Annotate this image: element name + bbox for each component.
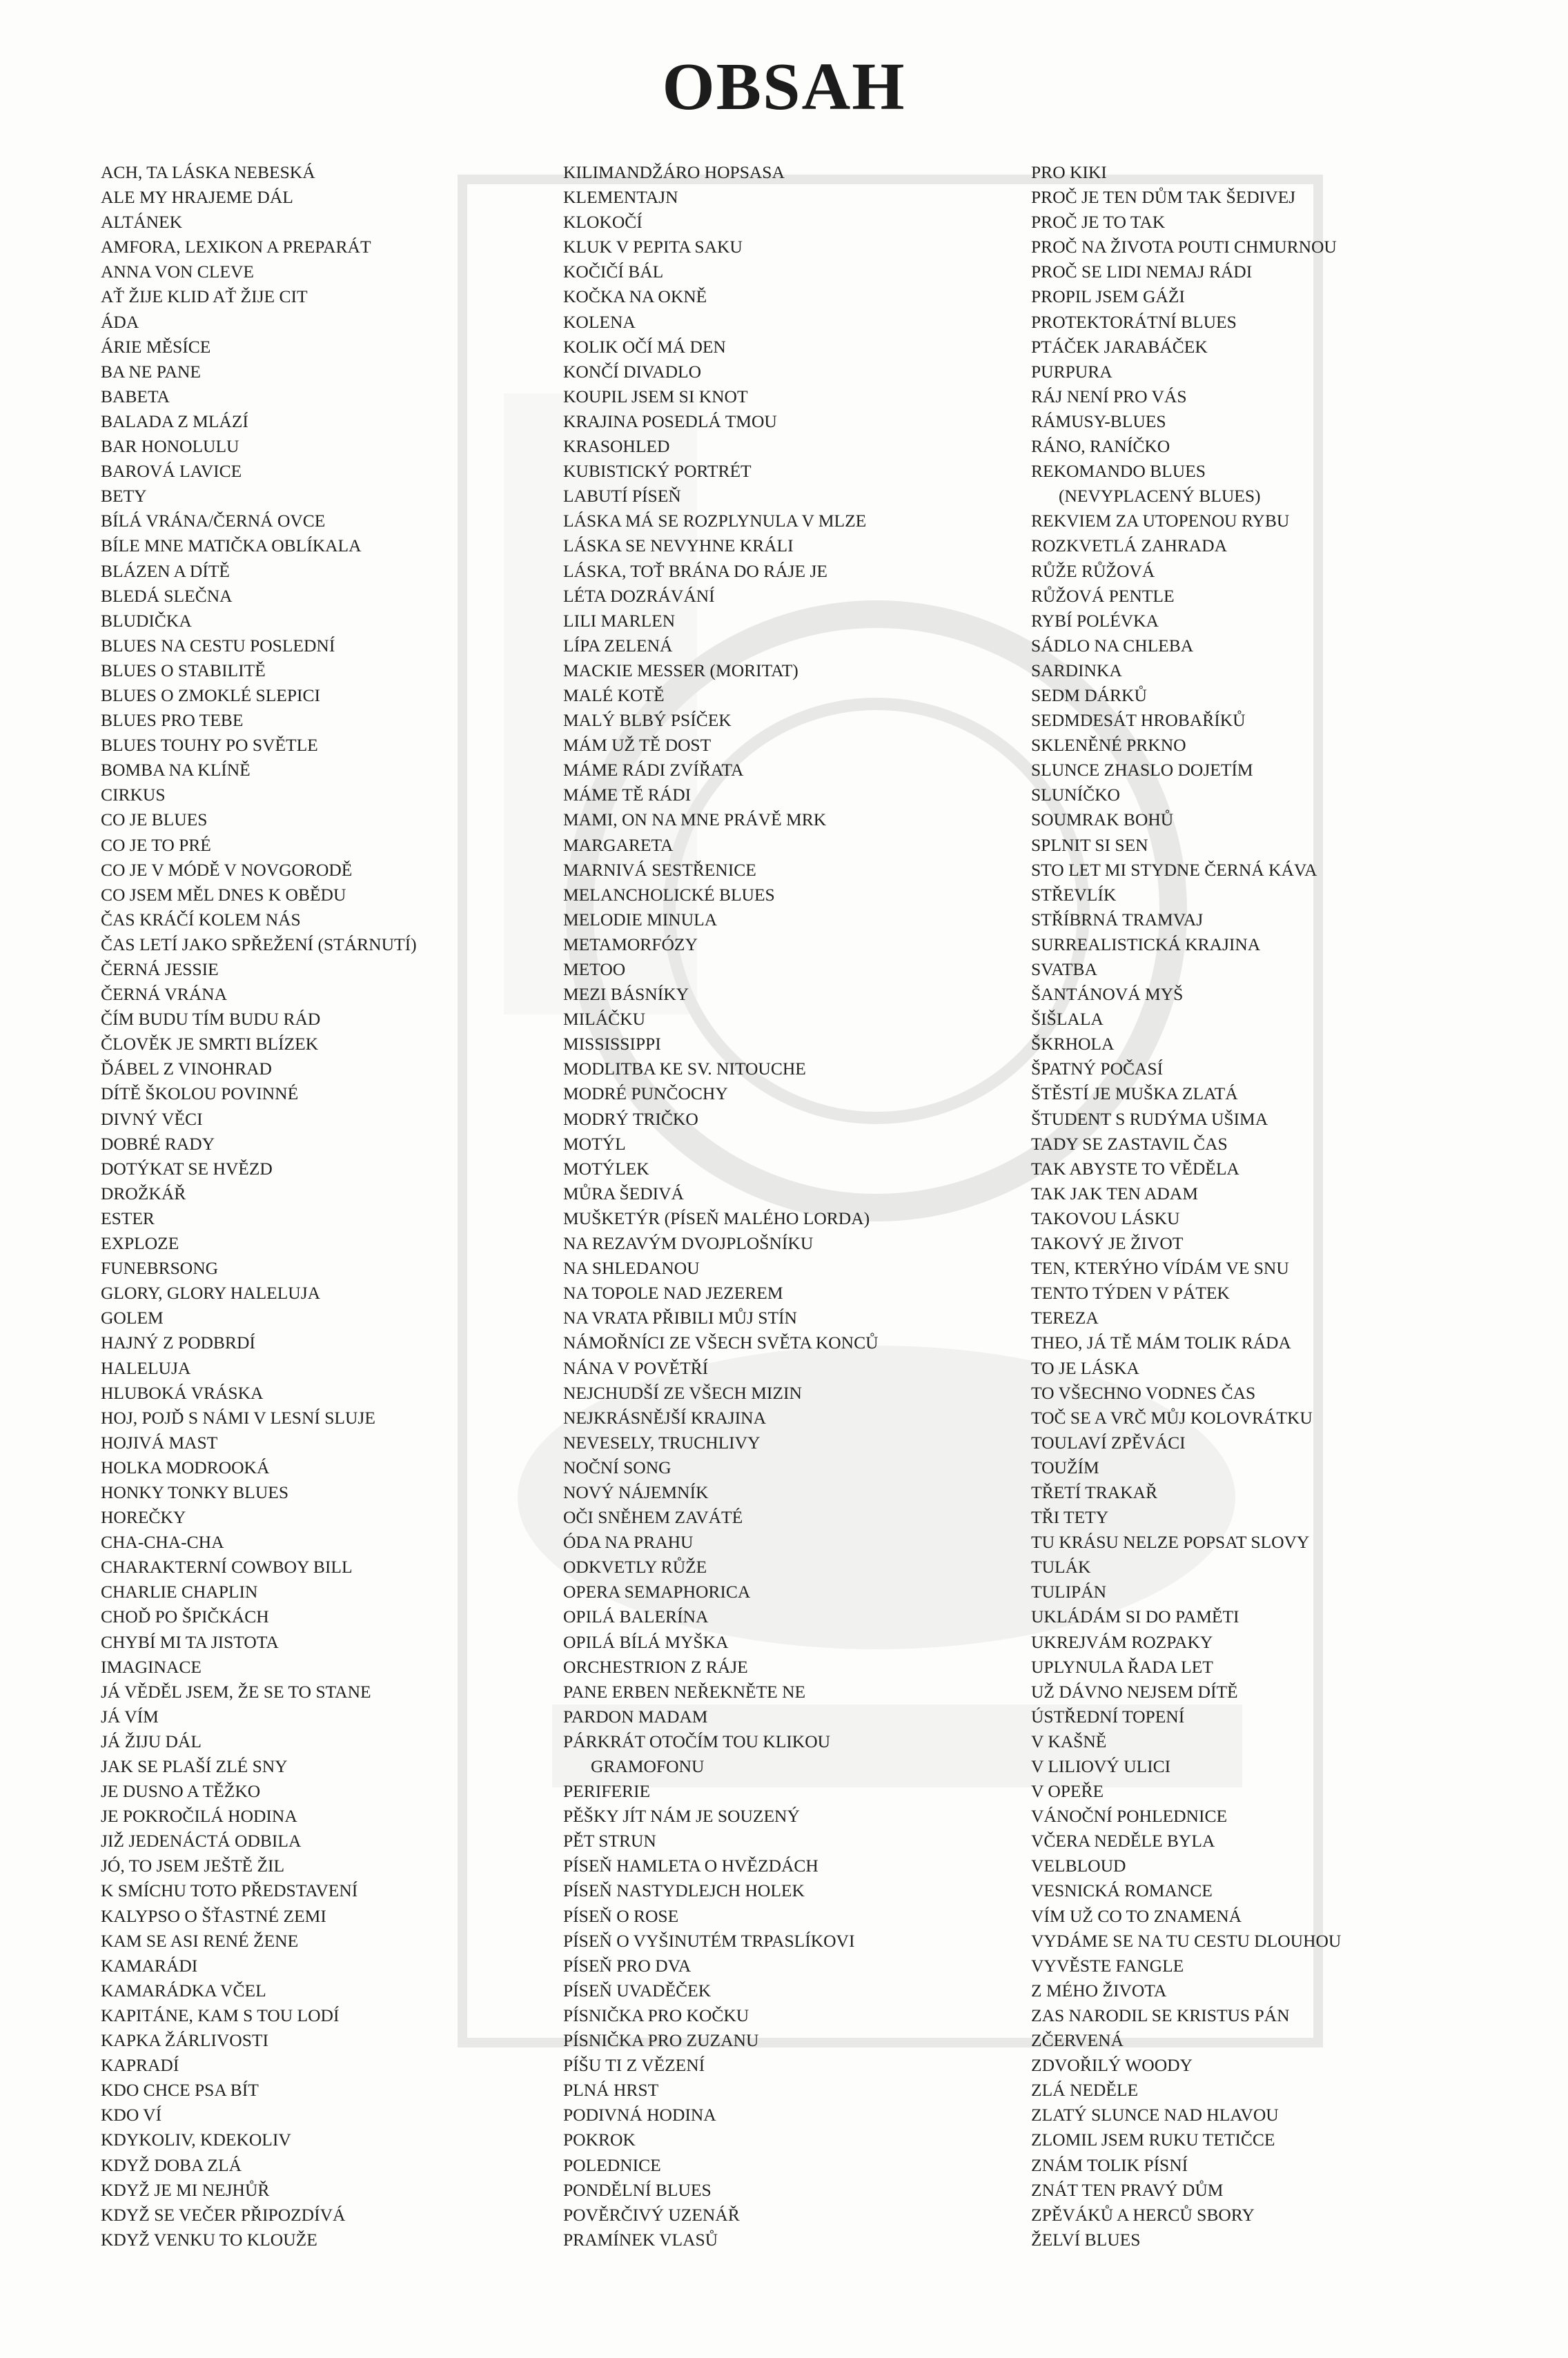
toc-entry: NEVESELY, TRUCHLIVY bbox=[563, 1432, 761, 1453]
toc-entry: ZPĚVÁKŮ A HERCŮ SBORY bbox=[1031, 2204, 1255, 2225]
toc-entry: HALELUJA bbox=[101, 1357, 191, 1378]
toc-entry: MODRÝ TRIČKO bbox=[563, 1108, 698, 1129]
toc-entry: METAMORFÓZY bbox=[563, 934, 698, 954]
toc-entry: SARDINKA bbox=[1031, 660, 1122, 680]
toc-entry: STŘEVLÍK bbox=[1031, 884, 1117, 905]
toc-entry: MELANCHOLICKÉ BLUES bbox=[563, 884, 775, 905]
toc-entry: PERIFERIE bbox=[563, 1781, 651, 1802]
toc-entry: BÍLE MNE MATIČKA OBLÍKALA bbox=[101, 536, 362, 556]
toc-entry: UPLYNULA ŘADA LET bbox=[1031, 1656, 1213, 1677]
toc-entry: ČLOVĚK JE SMRTI BLÍZEK bbox=[101, 1034, 319, 1054]
toc-entry: ZNÁM TOLIK PÍSNÍ bbox=[1031, 2154, 1188, 2175]
toc-entry: PROČ SE LIDI NEMAJ RÁDI bbox=[1031, 262, 1253, 282]
toc-entry: KAPKA ŽÁRLIVOSTI bbox=[101, 2030, 268, 2051]
toc-entry: ŠPATNÝ POČASÍ bbox=[1031, 1059, 1164, 1079]
toc-entry: ESTER bbox=[101, 1208, 155, 1228]
toc-entry: KOUPIL JSEM SI KNOT bbox=[563, 386, 748, 406]
toc-entry: TU KRÁSU NELZE POPSAT SLOVY bbox=[1031, 1532, 1310, 1553]
toc-entry: NEJCHUDŠÍ ZE VŠECH MIZIN bbox=[563, 1382, 802, 1403]
toc-entry: VYDÁME SE NA TU CESTU DLOUHOU bbox=[1031, 1930, 1342, 1951]
toc-entry: ZDVOŘILÝ WOODY bbox=[1031, 2055, 1193, 2076]
toc-entry: ODKVETLY RŮŽE bbox=[563, 1557, 707, 1578]
toc-entry: SVATBA bbox=[1031, 959, 1097, 979]
toc-entry: KDYŽ VENKU TO KLOUŽE bbox=[101, 2229, 317, 2250]
toc-column-2 bbox=[563, 160, 879, 2252]
toc-entry: HOJ, POJĎ S NÁMI V LESNÍ SLUJE bbox=[101, 1407, 375, 1428]
toc-entry: JÁ ŽIJU DÁL bbox=[101, 1731, 202, 1751]
toc-entry: PARDON MADAM bbox=[563, 1706, 708, 1727]
toc-entry: RÁJ NENÍ PRO VÁS bbox=[1031, 386, 1187, 406]
toc-entry: MISSISSIPPI bbox=[563, 1034, 661, 1054]
toc-entry: JAK SE PLAŠÍ ZLÉ SNY bbox=[101, 1756, 288, 1776]
toc-entry: TO JE LÁSKA bbox=[1031, 1357, 1139, 1378]
toc-entry: TULIPÁN bbox=[1031, 1582, 1107, 1602]
toc-entry: PÍSEŇ O VYŠINUTÉM TRPASLÍKOVI bbox=[563, 1930, 855, 1951]
toc-entry: PLNÁ HRST bbox=[563, 2080, 659, 2101]
toc-entry: TENTO TÝDEN V PÁTEK bbox=[1031, 1283, 1230, 1304]
toc-entry: PÍSEŇ UVADĚČEK bbox=[563, 1980, 712, 2001]
toc-entry: RŮŽE RŮŽOVÁ bbox=[1031, 560, 1155, 581]
toc-entry: NEJKRÁSNĚJŠÍ KRAJINA bbox=[563, 1407, 766, 1428]
toc-entry: KAM SE ASI RENÉ ŽENE bbox=[101, 1930, 299, 1951]
toc-entry: HLUBOKÁ VRÁSKA bbox=[101, 1382, 264, 1403]
toc-entry: (NEVYPLACENÝ BLUES) bbox=[1059, 486, 1261, 507]
toc-entry: GLORY, GLORY HALELUJA bbox=[101, 1283, 321, 1304]
toc-entry: KLEMENTAJN bbox=[563, 187, 678, 208]
toc-entry: HOLKA MODROOKÁ bbox=[101, 1457, 270, 1477]
toc-entry: MUŠKETÝR (PÍSEŇ MALÉHO LORDA) bbox=[563, 1208, 870, 1228]
toc-entry: ZLATÝ SLUNCE NAD HLAVOU bbox=[1031, 2105, 1279, 2125]
toc-entry: DOTÝKAT SE HVĚZD bbox=[101, 1158, 273, 1179]
toc-entry: VELBLOUD bbox=[1031, 1856, 1126, 1876]
toc-entry: KOLIK OČÍ MÁ DEN bbox=[563, 336, 726, 357]
toc-entry: LÉTA DOZRÁVÁNÍ bbox=[563, 585, 715, 606]
toc-entry: MOTÝL bbox=[563, 1133, 626, 1154]
toc-entry: NA REZAVÝM DVOJPLOŠNÍKU bbox=[563, 1233, 814, 1254]
toc-entry: ŠTĚSTÍ JE MUŠKA ZLATÁ bbox=[1031, 1083, 1238, 1104]
toc-entry: CO JSEM MĚL DNES K OBĚDU bbox=[101, 884, 346, 905]
toc-entry: TŘI TETY bbox=[1031, 1507, 1109, 1528]
toc-entry: JIŽ JEDENÁCTÁ ODBILA bbox=[101, 1831, 302, 1851]
toc-entry: KDYŽ JE MI NEJHŮŘ bbox=[101, 2179, 270, 2200]
toc-entry: SÁDLO NA CHLEBA bbox=[1031, 635, 1194, 656]
toc-entry: BLUES PRO TEBE bbox=[101, 710, 244, 731]
toc-entry: UKREJVÁM ROZPAKY bbox=[1031, 1631, 1213, 1652]
toc-entry: HONKY TONKY BLUES bbox=[101, 1482, 289, 1502]
toc-entry: METOO bbox=[563, 959, 626, 979]
toc-entry: ZLOMIL JSEM RUKU TETIČCE bbox=[1031, 2130, 1275, 2150]
toc-entry: KRASOHLED bbox=[563, 436, 670, 457]
toc-entry: POVĚRČIVÝ UZENÁŘ bbox=[563, 2204, 740, 2225]
toc-entry: PROČ JE TO TAK bbox=[1031, 212, 1166, 233]
toc-entry: BAR HONOLULU bbox=[101, 436, 239, 457]
toc-entry: PONDĚLNÍ BLUES bbox=[563, 2179, 712, 2200]
toc-entry: ŠKRHOLA bbox=[1031, 1034, 1115, 1054]
toc-entry: BETY bbox=[101, 486, 147, 507]
toc-entry: NA SHLEDANOU bbox=[563, 1258, 700, 1279]
toc-entry: ÁDA bbox=[101, 311, 139, 332]
toc-entry: RÁNO, RANÍČKO bbox=[1031, 436, 1170, 457]
toc-entry: VČERA NEDĚLE BYLA bbox=[1031, 1831, 1215, 1851]
toc-entry: ZNÁT TEN PRAVÝ DŮM bbox=[1031, 2179, 1224, 2200]
toc-entry: TEN, KTERÝHO VÍDÁM VE SNU bbox=[1031, 1258, 1289, 1279]
toc-entry: POLEDNICE bbox=[563, 2154, 661, 2175]
toc-entry: PROPIL JSEM GÁŽI bbox=[1031, 286, 1185, 307]
toc-entry: MÁME RÁDI ZVÍŘATA bbox=[563, 760, 744, 780]
toc-entry: BLUES TOUHY PO SVĚTLE bbox=[101, 735, 318, 756]
toc-entry: PÍSEŇ HAMLETA O HVĚZDÁCH bbox=[563, 1856, 819, 1876]
toc-entry: KALYPSO O ŠŤASTNÉ ZEMI bbox=[101, 1905, 326, 1926]
toc-entry: SEDMDESÁT HROBAŘÍKŮ bbox=[1031, 710, 1246, 731]
toc-entry: TO VŠECHNO VODNES ČAS bbox=[1031, 1382, 1256, 1403]
toc-entry: PTÁČEK JARABÁČEK bbox=[1031, 336, 1208, 357]
toc-entry: PANE ERBEN NEŘEKNĚTE NE bbox=[563, 1681, 806, 1702]
toc-entry: SEDM DÁRKŮ bbox=[1031, 685, 1147, 705]
toc-entry: EXPLOZE bbox=[101, 1233, 179, 1254]
toc-entry: K SMÍCHU TOTO PŘEDSTAVENÍ bbox=[101, 1880, 358, 1901]
toc-entry: UKLÁDÁM SI DO PAMĚTI bbox=[1031, 1607, 1239, 1627]
toc-entry: CIRKUS bbox=[101, 785, 166, 805]
toc-entry: MODRÉ PUNČOCHY bbox=[563, 1083, 728, 1104]
toc-entry: RÁMUSY-BLUES bbox=[1031, 411, 1166, 431]
toc-entry: JE DUSNO A TĚŽKO bbox=[101, 1781, 261, 1802]
toc-entry: PROČ NA ŽIVOTA POUTI CHMURNOU bbox=[1031, 237, 1337, 257]
toc-entry: KAPRADÍ bbox=[101, 2055, 179, 2076]
toc-entry: PÍSEŇ NASTYDLEJCH HOLEK bbox=[563, 1880, 805, 1901]
toc-entry: AMFORA, LEXIKON A PREPARÁT bbox=[101, 237, 371, 257]
toc-entry: KLUK V PEPITA SAKU bbox=[563, 237, 743, 257]
toc-entry: SLUNCE ZHASLO DOJETÍM bbox=[1031, 760, 1253, 780]
toc-entry: CHYBÍ MI TA JISTOTA bbox=[101, 1631, 279, 1652]
toc-entry: KONČÍ DIVADLO bbox=[563, 361, 701, 382]
toc-entry: TŘETÍ TRAKAŘ bbox=[1031, 1482, 1157, 1502]
toc-entry: ČÍM BUDU TÍM BUDU RÁD bbox=[101, 1009, 321, 1030]
toc-entry: ŠTUDENT S RUDÝMA UŠIMA bbox=[1031, 1108, 1268, 1129]
toc-entry: MALÝ BLBÝ PSÍČEK bbox=[563, 710, 732, 731]
toc-entry: TADY SE ZASTAVIL ČAS bbox=[1031, 1133, 1228, 1154]
toc-entry: CO JE V MÓDĚ V NOVGORODĚ bbox=[101, 859, 353, 880]
toc-entry: LABUTÍ PÍSEŇ bbox=[563, 486, 681, 507]
toc-entry: REKVIEM ZA UTOPENOU RYBU bbox=[1031, 511, 1290, 531]
toc-column-3 bbox=[1031, 160, 1341, 2252]
toc-entry: ČERNÁ VRÁNA bbox=[101, 984, 228, 1005]
toc-entry: CO JE BLUES bbox=[101, 809, 208, 830]
toc-entry: PÍSNIČKA PRO KOČKU bbox=[563, 2005, 749, 2025]
toc-entry: JÓ, TO JSEM JEŠTĚ ŽIL bbox=[101, 1856, 285, 1876]
toc-entry: NA TOPOLE NAD JEZEREM bbox=[563, 1283, 783, 1304]
toc-entry: ĎÁBEL Z VINOHRAD bbox=[101, 1059, 272, 1079]
toc-entry: BALADA Z MLÁZÍ bbox=[101, 411, 248, 431]
toc-entry: PĚT STRUN bbox=[563, 1831, 656, 1851]
toc-entry: VYVĚSTE FANGLE bbox=[1031, 1955, 1184, 1976]
toc-entry: BLUES O ZMOKLÉ SLEPICI bbox=[101, 685, 321, 705]
toc-entry: KDYŽ SE VEČER PŘIPOZDÍVÁ bbox=[101, 2204, 346, 2225]
toc-entry: KOLENA bbox=[563, 311, 636, 332]
toc-entry: NOČNÍ SONG bbox=[563, 1457, 672, 1477]
toc-entry: ÁRIE MĚSÍCE bbox=[101, 336, 211, 357]
toc-entry: ČERNÁ JESSIE bbox=[101, 959, 219, 979]
toc-entry: ČAS LETÍ JAKO SPŘEŽENÍ (STÁRNUTÍ) bbox=[101, 934, 417, 954]
toc-entry: GOLEM bbox=[101, 1308, 164, 1328]
toc-entry: TAK JAK TEN ADAM bbox=[1031, 1183, 1198, 1203]
toc-entry: MILÁČKU bbox=[563, 1009, 645, 1030]
toc-entry: TAK ABYSTE TO VĚDĚLA bbox=[1031, 1158, 1239, 1179]
toc-entry: KDYKOLIV, KDEKOLIV bbox=[101, 2130, 291, 2150]
toc-entry: TEREZA bbox=[1031, 1308, 1099, 1328]
toc-entry: CO JE TO PRÉ bbox=[101, 834, 211, 855]
toc-entry: KLOKOČÍ bbox=[563, 212, 643, 233]
toc-entry: ZAS NARODIL SE KRISTUS PÁN bbox=[1031, 2005, 1290, 2025]
toc-entry: TOUŽÍM bbox=[1031, 1457, 1099, 1477]
toc-entry: LÁSKA, TOŤ BRÁNA DO RÁJE JE bbox=[563, 560, 828, 581]
toc-column-1 bbox=[101, 160, 417, 2252]
toc-entry: KOČIČÍ BÁL bbox=[563, 262, 664, 282]
toc-entry: PÍSEŇ PRO DVA bbox=[563, 1955, 692, 1976]
toc-entry: STŘÍBRNÁ TRAMVAJ bbox=[1031, 909, 1204, 930]
toc-entry: LILI MARLEN bbox=[563, 610, 676, 631]
toc-entry: LÁSKA SE NEVYHNE KRÁLI bbox=[563, 536, 794, 556]
toc-entry: MŮRA ŠEDIVÁ bbox=[563, 1183, 684, 1203]
toc-entry: PRAMÍNEK VLASŮ bbox=[563, 2229, 718, 2250]
toc-entry: VÁNOČNÍ POHLEDNICE bbox=[1031, 1806, 1228, 1827]
toc-entry: PĚŠKY JÍT NÁM JE SOUZENÝ bbox=[563, 1806, 800, 1827]
toc-entry: MACKIE MESSER (MORITAT) bbox=[563, 660, 798, 680]
toc-entry: SURREALISTICKÁ KRAJINA bbox=[1031, 934, 1261, 954]
toc-entry: SPLNIT SI SEN bbox=[1031, 834, 1148, 855]
toc-entry: MODLITBA KE SV. NITOUCHE bbox=[563, 1059, 806, 1079]
toc-entry: NOVÝ NÁJEMNÍK bbox=[563, 1482, 709, 1502]
toc-entry: PÍŠU TI Z VĚZENÍ bbox=[563, 2055, 705, 2076]
toc-entry: ZČERVENÁ bbox=[1031, 2030, 1124, 2051]
toc-entry: MÁM UŽ TĚ DOST bbox=[563, 735, 712, 756]
toc-entry: ALE MY HRAJEME DÁL bbox=[101, 187, 293, 208]
toc-entry: IMAGINACE bbox=[101, 1656, 202, 1677]
toc-entry: UŽ DÁVNO NEJSEM DÍTĚ bbox=[1031, 1681, 1238, 1702]
toc-entry: PÍSEŇ O ROSE bbox=[563, 1905, 679, 1926]
toc-entry: GRAMOFONU bbox=[591, 1756, 705, 1776]
toc-entry: CHARLIE CHAPLIN bbox=[101, 1582, 258, 1602]
toc-entry: ANNA VON CLEVE bbox=[101, 262, 254, 282]
toc-entry: V LILIOVÝ ULICI bbox=[1031, 1756, 1171, 1776]
toc-entry: DOBRÉ RADY bbox=[101, 1133, 215, 1154]
toc-entry: BA NE PANE bbox=[101, 361, 202, 382]
toc-entry: KAPITÁNE, KAM S TOU LODÍ bbox=[101, 2005, 340, 2025]
toc-entry: BOMBA NA KLÍNĚ bbox=[101, 760, 251, 780]
toc-entry: PROČ JE TEN DŮM TAK ŠEDIVEJ bbox=[1031, 187, 1296, 208]
toc-entry: DÍTĚ ŠKOLOU POVINNÉ bbox=[101, 1083, 299, 1104]
toc-entry: TAKOVOU LÁSKU bbox=[1031, 1208, 1180, 1228]
toc-entry: BLEDÁ SLEČNA bbox=[101, 585, 233, 606]
toc-entry: ROZKVETLÁ ZAHRADA bbox=[1031, 536, 1228, 556]
toc-entry: NÁNA V POVĚTŘÍ bbox=[563, 1357, 709, 1378]
toc-entry: HOJIVÁ MAST bbox=[101, 1432, 218, 1453]
toc-entry: BAROVÁ LAVICE bbox=[101, 461, 242, 482]
toc-entry: ALTÁNEK bbox=[101, 212, 183, 233]
toc-entry: ÚSTŘEDNÍ TOPENÍ bbox=[1031, 1706, 1185, 1727]
toc-entry: FUNEBRSONG bbox=[101, 1258, 219, 1279]
toc-entry: MARNIVÁ SESTŘENICE bbox=[563, 859, 756, 880]
toc-entry: HOREČKY bbox=[101, 1507, 186, 1528]
toc-entry: KRAJINA POSEDLÁ TMOU bbox=[563, 411, 777, 431]
toc-entry: ŽELVÍ BLUES bbox=[1031, 2229, 1141, 2250]
toc-entry: OPILÁ BALERÍNA bbox=[563, 1607, 709, 1627]
toc-entry: KAMARÁDKA VČEL bbox=[101, 1980, 266, 2001]
toc-entry: ČAS KRÁČÍ KOLEM NÁS bbox=[101, 909, 301, 930]
toc-entry: VÍM UŽ CO TO ZNAMENÁ bbox=[1031, 1905, 1242, 1926]
toc-entry: JÁ VĚDĚL JSEM, ŽE SE TO STANE bbox=[101, 1681, 371, 1702]
toc-entry: TAKOVÝ JE ŽIVOT bbox=[1031, 1233, 1184, 1254]
toc-entry: HAJNÝ Z PODBRDÍ bbox=[101, 1333, 255, 1353]
toc-entry: KOČKA NA OKNĚ bbox=[563, 286, 707, 307]
toc-entry: KDYŽ DOBA ZLÁ bbox=[101, 2154, 242, 2175]
toc-entry: JÁ VÍM bbox=[101, 1706, 159, 1727]
toc-entry: REKOMANDO BLUES bbox=[1031, 461, 1206, 482]
toc-entry: TOULAVÍ ZPĚVÁCI bbox=[1031, 1432, 1186, 1453]
toc-entry: PURPURA bbox=[1031, 361, 1113, 382]
toc-entry: TOČ SE A VRČ MŮJ KOLOVRÁTKU bbox=[1031, 1407, 1313, 1428]
toc-entry: SKLENĚNÉ PRKNO bbox=[1031, 735, 1186, 756]
toc-entry: THEO, JÁ TĚ MÁM TOLIK RÁDA bbox=[1031, 1333, 1291, 1353]
toc-entry: PÍSNIČKA PRO ZUZANU bbox=[563, 2030, 759, 2051]
toc-entry: POKROK bbox=[563, 2130, 636, 2150]
toc-entry: PODIVNÁ HODINA bbox=[563, 2105, 716, 2125]
toc-entry: V OPEŘE bbox=[1031, 1781, 1104, 1802]
toc-entry: Z MÉHO ŽIVOTA bbox=[1031, 1980, 1167, 2001]
toc-entry: SLUNÍČKO bbox=[1031, 785, 1120, 805]
toc-entry: CHOĎ PO ŠPIČKÁCH bbox=[101, 1607, 269, 1627]
toc-entry: PRO KIKI bbox=[1031, 162, 1107, 182]
toc-entry: DIVNÝ VĚCI bbox=[101, 1108, 203, 1129]
toc-entry: NÁMOŘNÍCI ZE VŠECH SVĚTA KONCŮ bbox=[563, 1333, 879, 1353]
toc-entry: MÁME TĚ RÁDI bbox=[563, 785, 692, 805]
toc-entry: OČI SNĚHEM ZAVÁTÉ bbox=[563, 1507, 743, 1528]
toc-entry: MARGARETA bbox=[563, 834, 674, 855]
toc-entry: RYBÍ POLÉVKA bbox=[1031, 610, 1159, 631]
toc-entry: KAMARÁDI bbox=[101, 1955, 198, 1976]
toc-entry: ORCHESTRION Z RÁJE bbox=[563, 1656, 748, 1677]
toc-entry: KDO VÍ bbox=[101, 2105, 162, 2125]
toc-entry: NA VRATA PŘIBILI MŮJ STÍN bbox=[563, 1308, 797, 1328]
toc-entry: ACH, TA LÁSKA NEBESKÁ bbox=[101, 162, 315, 182]
toc-entry: ŠANTÁNOVÁ MYŠ bbox=[1031, 984, 1184, 1005]
toc-entry: RŮŽOVÁ PENTLE bbox=[1031, 585, 1175, 606]
toc-entry: OPERA SEMAPHORICA bbox=[563, 1582, 751, 1602]
toc-entry: MELODIE MINULA bbox=[563, 909, 718, 930]
toc-entry: STO LET MI STYDNE ČERNÁ KÁVA bbox=[1031, 859, 1317, 880]
toc-entry: BÍLÁ VRÁNA/ČERNÁ OVCE bbox=[101, 511, 326, 531]
toc-entry: LÁSKA MÁ SE ROZPLYNULA V MLZE bbox=[563, 511, 867, 531]
toc-entry: TULÁK bbox=[1031, 1557, 1091, 1578]
toc-entry: BLUES NA CESTU POSLEDNÍ bbox=[101, 635, 335, 656]
toc-entry: CHARAKTERNÍ COWBOY BILL bbox=[101, 1557, 353, 1578]
toc-entry: MEZI BÁSNÍKY bbox=[563, 984, 689, 1005]
toc-entry: ZLÁ NEDĚLE bbox=[1031, 2080, 1139, 2101]
toc-entry: BLÁZEN A DÍTĚ bbox=[101, 560, 230, 581]
toc-entry: ÓDA NA PRAHU bbox=[563, 1532, 694, 1553]
toc-entry: BLUES O STABILITĚ bbox=[101, 660, 266, 680]
toc-entry: PROTEKTORÁTNÍ BLUES bbox=[1031, 311, 1237, 332]
toc-entry: CHA-CHA-CHA bbox=[101, 1532, 224, 1553]
toc-entry: MOTÝLEK bbox=[563, 1158, 649, 1179]
toc-entry: V KAŠNĚ bbox=[1031, 1731, 1107, 1751]
page-title: OBSAH bbox=[662, 50, 906, 124]
toc-entry: PÁRKRÁT OTOČÍM TOU KLIKOU bbox=[563, 1731, 831, 1751]
toc-entry: JE POKROČILÁ HODINA bbox=[101, 1806, 297, 1827]
toc-entry: ŠIŠLALA bbox=[1031, 1009, 1104, 1030]
toc-entry: BABETA bbox=[101, 386, 170, 406]
toc-entry: LÍPA ZELENÁ bbox=[563, 635, 673, 656]
toc-entry: KUBISTICKÝ PORTRÉT bbox=[563, 461, 752, 482]
toc-entry: MAMI, ON NA MNE PRÁVĚ MRK bbox=[563, 809, 827, 830]
toc-entry: DROŽKÁŘ bbox=[101, 1183, 186, 1203]
toc-entry: VESNICKÁ ROMANCE bbox=[1031, 1880, 1213, 1901]
toc-entry: AŤ ŽIJE KLID AŤ ŽIJE CIT bbox=[101, 286, 308, 307]
toc-entry: KDO CHCE PSA BÍT bbox=[101, 2080, 259, 2101]
toc-entry: MALÉ KOTĚ bbox=[563, 685, 665, 705]
toc-entry: OPILÁ BÍLÁ MYŠKA bbox=[563, 1631, 729, 1652]
toc-entry: SOUMRAK BOHŮ bbox=[1031, 809, 1174, 830]
toc-entry: KILIMANDŽÁRO HOPSASA bbox=[563, 162, 785, 182]
toc-entry: BLUDIČKA bbox=[101, 610, 192, 631]
